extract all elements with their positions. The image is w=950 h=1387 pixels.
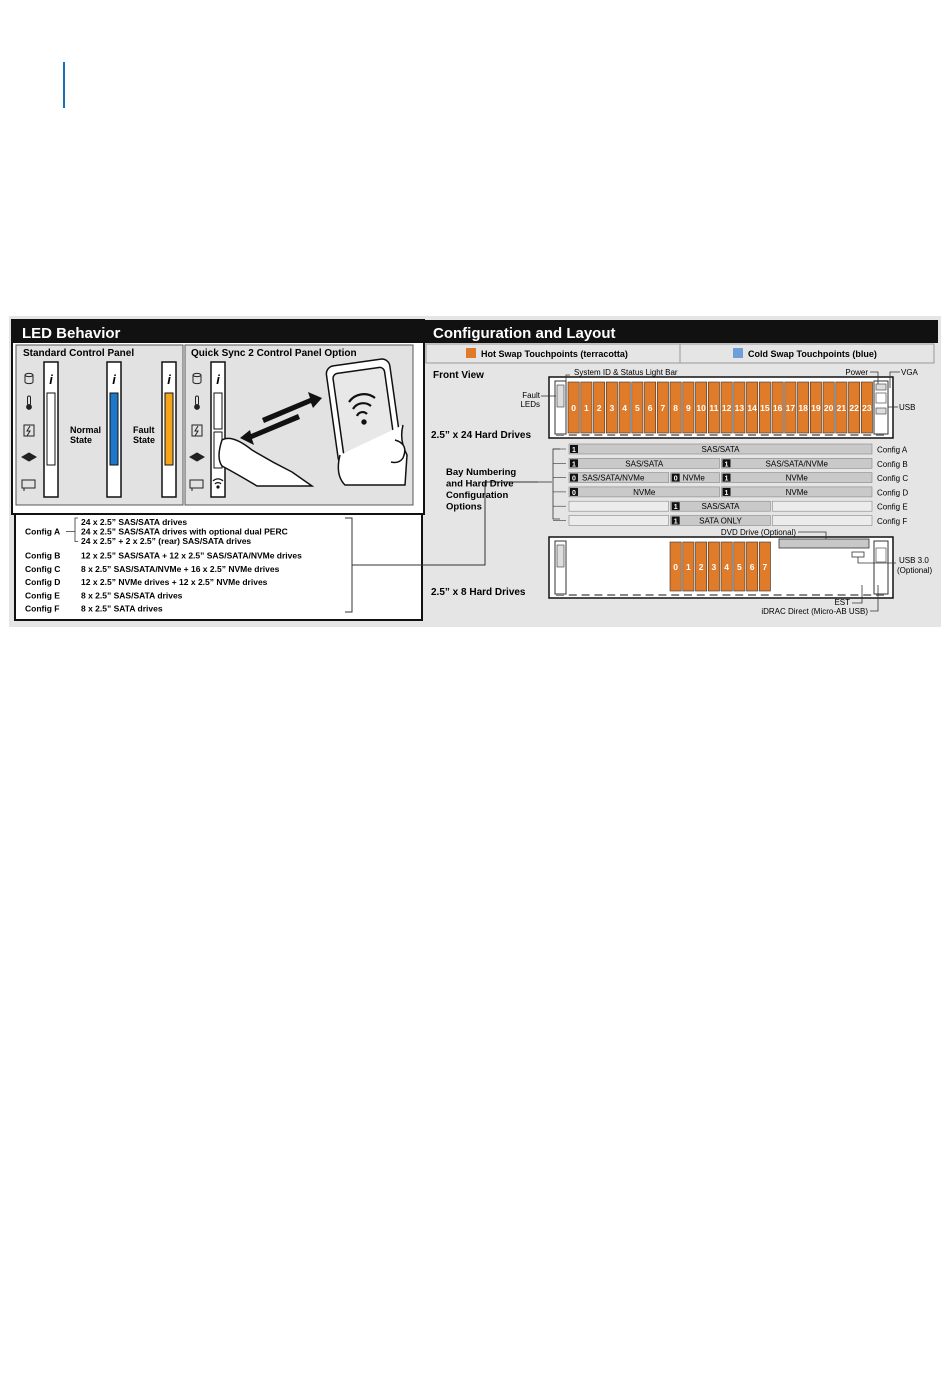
info-icon: i: [49, 372, 53, 387]
bay-segment-label: NVMe: [785, 473, 808, 483]
chassis-vent: [607, 434, 615, 436]
led-bar-quicksync: [211, 362, 225, 497]
chassis-vent: [671, 434, 679, 436]
chassis-vent: [850, 594, 858, 596]
chassis-vent: [671, 594, 679, 596]
chassis-vent: [748, 594, 756, 596]
drive-bay-number: 3: [609, 403, 615, 413]
chassis-vent: [658, 594, 666, 596]
chassis-vent: [620, 594, 628, 596]
chassis-vent: [556, 594, 564, 596]
usb30-port: [852, 552, 864, 557]
bay-numbering-line: Options: [446, 501, 482, 513]
drive-bay-number: 2: [596, 403, 602, 413]
info-icon: i: [216, 372, 220, 387]
bay-segment-label: NVMe: [633, 487, 656, 497]
cold-swap-label: Cold Swap Touchpoints (blue): [748, 349, 877, 359]
bay-segment-label: SAS/SATA: [625, 459, 664, 469]
bay-row-config: Config D: [877, 488, 909, 498]
bay-segment-label: SAS/SATA: [701, 445, 740, 454]
bay-segment-label: SATA ONLY: [699, 516, 742, 526]
standard-panel-title: Standard Control Panel: [23, 348, 135, 359]
config-description: 12 x 2.5” NVMe drives + 12 x 2.5” NVMe drives: [81, 577, 268, 588]
drive-bay-number: 3: [711, 562, 717, 572]
config-name: Config B: [25, 550, 61, 561]
drive-bay-number: 0: [673, 562, 678, 572]
chassis-vent: [735, 434, 743, 436]
chassis-vent: [838, 594, 846, 596]
bay-row-config: Config A: [877, 445, 908, 455]
chassis-vent: [658, 434, 666, 436]
info-icon: i: [167, 372, 171, 387]
drive-bay-number: 4: [622, 403, 627, 413]
chassis-vent: [620, 434, 628, 436]
chassis-vent: [710, 594, 718, 596]
bay-badge-number: 1: [673, 518, 678, 526]
chassis-vent: [697, 594, 705, 596]
bay-badge-number: 1: [572, 461, 576, 469]
drive-bay-number: 11: [709, 403, 719, 413]
led-bar-standard: [44, 362, 58, 497]
chassis-vent: [838, 434, 846, 436]
chassis-vent: [761, 434, 769, 436]
front-view-label: Front View: [433, 370, 484, 381]
drive-bay-number: 6: [647, 403, 653, 413]
chassis-vent: [786, 434, 794, 436]
bay-segment: [569, 516, 669, 526]
config-description: 24 x 2.5” SAS/SATA drives with optional dual PERC: [81, 526, 288, 537]
drive-bay-number: 13: [734, 403, 745, 413]
config-description: 24 x 2.5” + 2 x 2.5” (rear) SAS/SATA drives: [81, 536, 252, 546]
drive-bay-number: 5: [635, 403, 640, 413]
drive-bay-number: 15: [760, 403, 770, 413]
chassis-vent: [633, 594, 641, 596]
info-icon: i: [112, 372, 116, 387]
drive-bay-number: 8: [673, 403, 678, 413]
config-description: 8 x 2.5” SAS/SATA drives: [81, 590, 183, 601]
bay-numbering-line: Configuration: [446, 490, 509, 501]
bay-numbering-line: Bay Numbering: [446, 467, 517, 478]
hot-swap-swatch: [466, 348, 476, 358]
usb30-label-2: (Optional): [897, 566, 933, 575]
led-bar-normal: [107, 362, 121, 497]
normal-state-label: Normal: [70, 425, 102, 435]
vga-label: VGA: [901, 368, 918, 377]
system-id-label: System ID & Status Light Bar: [574, 368, 678, 377]
drives24-label: 2.5” x 24 Hard Drives: [431, 430, 532, 441]
chassis-vent: [646, 594, 654, 596]
dvd-drive: [779, 539, 869, 548]
chassis-vent: [684, 594, 692, 596]
config-description: 8 x 2.5” SAS/SATA/NVMe + 16 x 2.5” NVMe drives: [81, 563, 280, 574]
led-behavior-title: LED Behavior: [22, 325, 121, 342]
chassis-vent: [774, 594, 782, 596]
chassis-vent: [748, 434, 756, 436]
bay-badge-number: 1: [673, 504, 678, 512]
drive-bay-number: 0: [571, 403, 576, 413]
chassis-vent: [786, 594, 794, 596]
drive-bay-number: 1: [686, 562, 691, 572]
bay-segment-label: SAS/SATA/NVMe: [582, 473, 645, 483]
fault-state-label: Fault: [133, 425, 155, 435]
bay-row-config: Config F: [877, 517, 908, 526]
usb30-label: USB 3.0: [899, 556, 929, 565]
config-description: 8 x 2.5” SATA drives: [81, 603, 163, 614]
chassis-vent: [799, 434, 807, 436]
led-behavior-panel: [12, 320, 424, 514]
config-description: 12 x 2.5” SAS/SATA + 12 x 2.5” SAS/SATA/NVMe drives: [81, 550, 302, 561]
drive-bay-number: 22: [849, 403, 859, 413]
drive-bay-number: 20: [823, 403, 834, 413]
chassis-vent: [761, 594, 769, 596]
config-layout-title: Configuration and Layout: [433, 325, 616, 342]
drive-bay-number: 10: [696, 403, 706, 413]
cold-swap-swatch: [733, 348, 743, 358]
bay-badge-number: 0: [673, 475, 678, 483]
chassis-vent: [569, 594, 577, 596]
chassis-24-bay: [549, 377, 893, 438]
drive-bay-number: 4: [724, 562, 729, 572]
bay-badge-number: 1: [724, 489, 729, 497]
chassis-vent: [812, 434, 820, 436]
drive-bay-number: 12: [721, 403, 732, 413]
led-bar-fault: [162, 362, 176, 497]
drive-bay-number: 19: [811, 403, 821, 413]
chassis-vent: [569, 434, 577, 436]
fault-leds-label: Fault: [522, 391, 540, 400]
bay-badge-number: 1: [724, 475, 729, 483]
bay-row-config: Config B: [877, 459, 908, 469]
quicksync-panel-title: Quick Sync 2 Control Panel Option: [191, 348, 357, 359]
chassis-vent: [646, 434, 654, 436]
chassis-vent: [594, 434, 602, 436]
bay-row-config: Config C: [877, 474, 909, 484]
est-label: EST: [834, 598, 850, 607]
config-name: Config F: [25, 603, 60, 614]
chassis-vent: [722, 594, 730, 596]
config-name: Config E: [25, 590, 60, 601]
hot-swap-label: Hot Swap Touchpoints (terracotta): [481, 349, 628, 359]
config-name: Config A: [25, 526, 61, 537]
chassis-vent: [633, 434, 641, 436]
chassis-vent: [863, 434, 871, 436]
bay-segment-label: NVMe: [682, 473, 705, 483]
normal-state-label-2: State: [70, 435, 93, 445]
chassis-vent: [735, 594, 743, 596]
bay-segment: [772, 501, 872, 511]
usb-label: USB: [899, 403, 916, 412]
chassis-vent: [850, 434, 858, 436]
bay-badge-number: 0: [572, 489, 576, 497]
power-label: Power: [845, 368, 868, 377]
chassis-vent: [825, 594, 833, 596]
bay-row-config: Config E: [877, 502, 908, 512]
drive-bay-number: 14: [747, 403, 757, 413]
bay-segment: [772, 516, 872, 526]
drive-bay-number: 23: [862, 403, 872, 413]
config-description: 24 x 2.5” SAS/SATA drives: [81, 517, 188, 527]
chassis-vent: [722, 434, 730, 436]
drive-bay-number: 18: [798, 403, 808, 413]
config-name: Config D: [25, 577, 61, 588]
drive-bay-number: 1: [584, 403, 589, 413]
chassis-vent: [607, 594, 615, 596]
bay-numbering-line: and Hard Drive: [446, 478, 514, 490]
bay-segment-label: SAS/SATA/NVMe: [765, 459, 828, 469]
bay-segment-label: SAS/SATA: [701, 502, 740, 512]
chassis-vent: [799, 594, 807, 596]
chassis-vent: [582, 434, 590, 436]
fault-state-label-2: State: [133, 435, 156, 445]
chassis-vent: [812, 594, 820, 596]
drive-bay-number: 6: [749, 562, 755, 572]
config-name: Config C: [25, 563, 61, 574]
drives8-label: 2.5” x 8 Hard Drives: [431, 587, 526, 598]
bay-badge-number: 1: [572, 447, 576, 454]
chassis-vent: [684, 434, 692, 436]
drive-bay-number: 2: [698, 562, 704, 572]
drive-bay-number: 7: [660, 403, 666, 413]
idrac-label: iDRAC Direct (Micro-AB USB): [761, 607, 868, 616]
chassis-vent: [594, 594, 602, 596]
chassis-vent: [863, 594, 871, 596]
bay-badge-number: 0: [572, 475, 576, 483]
chassis-vent: [697, 434, 705, 436]
chassis-vent: [582, 594, 590, 596]
drive-bay-number: 5: [737, 562, 742, 572]
chassis-vent: [825, 434, 833, 436]
chassis-vent: [774, 434, 782, 436]
bay-badge-number: 1: [724, 461, 729, 469]
chassis-vent: [556, 434, 564, 436]
fault-leds-label-2: LEDs: [520, 400, 540, 409]
drive-bay-number: 9: [686, 403, 691, 413]
drive-bay-number: 16: [772, 403, 783, 413]
dvd-label: DVD Drive (Optional): [720, 528, 796, 537]
bay-segment: [569, 501, 669, 511]
drive-bay-number: 7: [762, 562, 768, 572]
bay-segment-label: NVMe: [785, 487, 808, 497]
drive-bay-number: 17: [785, 403, 796, 413]
chassis-8-bay: [549, 537, 893, 598]
chassis-vent: [710, 434, 718, 436]
drive-bay-number: 21: [836, 403, 847, 413]
